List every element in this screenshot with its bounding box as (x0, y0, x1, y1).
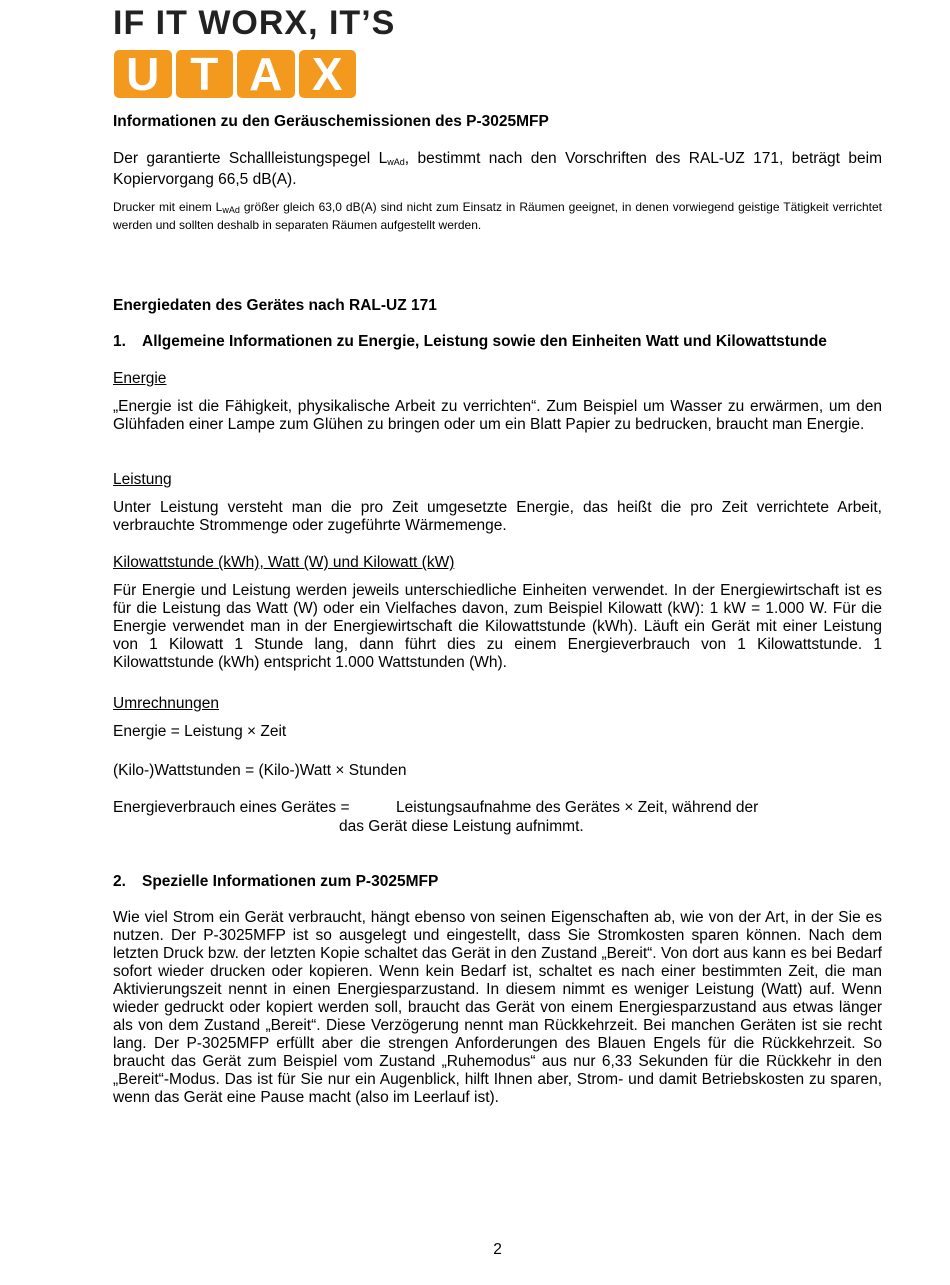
section-1-title (113, 333, 827, 351)
conversion-line-3-right: Leistungsaufnahme des Gerätes × Zeit, während der (396, 799, 759, 816)
noise-paragraph-1 (113, 150, 882, 189)
logo-letter-x: X (299, 50, 357, 98)
energie-label: Energie (113, 370, 167, 387)
units-text: Für Energie und Leistung werden jeweils unterschiedliche Einheiten verwendet. In der Energiewirtschaft ist es für die Leistung das Watt (W) oder ein Vielfaches davon, zum Beispiel Kilowatt (kW): 1 kW = 1.000 W. Für die Energie verwendet man in der Energiewirtschaft die Kilowattstunde (kWh). Läuft ein Gerät mit einer Leistung von 1 Kilowatt 1 Stunde lang, dann führt dies zu einem Energieverbrauch von 1 Kilowattstunde. 1 Kilowattstunde (kWh) entspricht 1.000 Wattstunden (Wh). (113, 582, 882, 671)
noise-para1-pre: Der garantierte Schallleistungspegel L (113, 150, 388, 167)
noise-paragraph-2 (113, 200, 882, 233)
page-number: 2 (493, 1241, 502, 1258)
energie-text: „Energie ist die Fähigkeit, physikalische Arbeit zu verrichten“. Zum Beispiel um Wasser zu erwärmen, um den Glühfaden einer Lampe zum Glühen zu bringen oder um ein Blatt Papier zu bedrucken, braucht man Energie. (113, 398, 882, 433)
section-1-number: 1. (113, 333, 126, 350)
section-1-text: Allgemeine Informationen zu Energie, Leistung sowie den Einheiten Watt und Kilowattstunde (142, 333, 827, 350)
section-2-text: Spezielle Informationen zum P-3025MFP (142, 873, 439, 890)
leistung-text: Unter Leistung versteht man die pro Zeit umgesetzte Energie, das heißt die pro Zeit verrichtete Arbeit, verbrauchte Strommenge oder zugeführte Wärmemenge. (113, 499, 882, 534)
conversion-line-3-left: Energieverbrauch eines Gerätes = (113, 799, 350, 816)
noise-para1-sub: wAd (387, 157, 405, 167)
noise-para1-post: , bestimmt nach den Vorschriften des RAL-UZ 171, beträgt beim Kopiervorgang 66,5 dB(A). (113, 150, 882, 188)
units-label: Kilowattstunde (kWh), Watt (W) und Kilowatt (kW) (113, 554, 455, 571)
noise-para2-post: größer gleich 63,0 dB(A) sind nicht zum Einsatz in Räumen geeignet, in denen vorwiegend geistige Tätigkeit verrichtet werden und sollten deshalb in separaten Räumen aufgestellt werden. (113, 200, 882, 232)
logo-letter-t: T (176, 50, 234, 98)
conversions-label: Umrechnungen (113, 695, 219, 712)
logo-slogan: IF IT WORX, IT’S (113, 4, 396, 42)
section-2-title (113, 873, 438, 891)
conversion-line-2: (Kilo-)Wattstunden = (Kilo-)Watt × Stunden (113, 762, 407, 779)
section-2-paragraph: Wie viel Strom ein Gerät verbraucht, hängt ebenso von seinen Eigenschaften ab, wie von der Art, in der Sie es nutzen. Der P-3025MFP ist so ausgelegt und eingestellt, dass Sie Stromkosten sparen können. Nach dem letzten Druck bzw. der letzten Kopie schaltet das Gerät in den Zustand „Bereit“. Von dort aus kann es bei Bedarf sofort wieder drucken oder kopieren. Wenn kein Bedarf ist, schaltet es nach einer bestimmten Zeit, die man Aktivierungszeit nennt in einen Energiesparzustand. In diesem nimmt es weniger Leistung (Watt) auf. Wenn wieder gedruckt oder kopiert werden soll, braucht das Gerät von einem Energiesparzustand aus etwas länger als von dem Zustand „Bereit“. Diese Verzögerung nennt man Rückkehrzeit. Bei manchen Geräten ist sie recht lang. Der P-3025MFP erfüllt aber die strengen Anforderungen des Blauen Engels für die Rückkehrzeit. So braucht das Gerät zum Beispiel vom Zustand „Ruhemodus“ aus nur 6,33 Sekunden für die Rückkehr in den „Bereit“-Modus. Das ist für Sie nur ein Augenblick, hilft Ihnen aber, Strom- und damit Betriebskosten zu sparen, wenn das Gerät eine Pause macht (also im Leerlauf ist). (113, 909, 882, 1106)
noise-heading: Informationen zu den Geräuschemissionen des P-3025MFP (113, 113, 549, 130)
leistung-label: Leistung (113, 471, 172, 488)
energy-heading: Energiedaten des Gerätes nach RAL-UZ 171 (113, 297, 437, 314)
conversion-line-1: Energie = Leistung × Zeit (113, 723, 287, 740)
noise-para2-sub: wAd (222, 205, 240, 215)
logo-letters (114, 50, 356, 98)
section-2-number: 2. (113, 873, 126, 890)
logo-letter-u: U (114, 50, 172, 98)
noise-para2-pre: Drucker mit einem L (113, 200, 223, 214)
utax-logo (112, 4, 396, 100)
conversion-line-3-cont: das Gerät diese Leistung aufnimmt. (339, 818, 584, 835)
logo-letter-a: A (237, 50, 295, 98)
